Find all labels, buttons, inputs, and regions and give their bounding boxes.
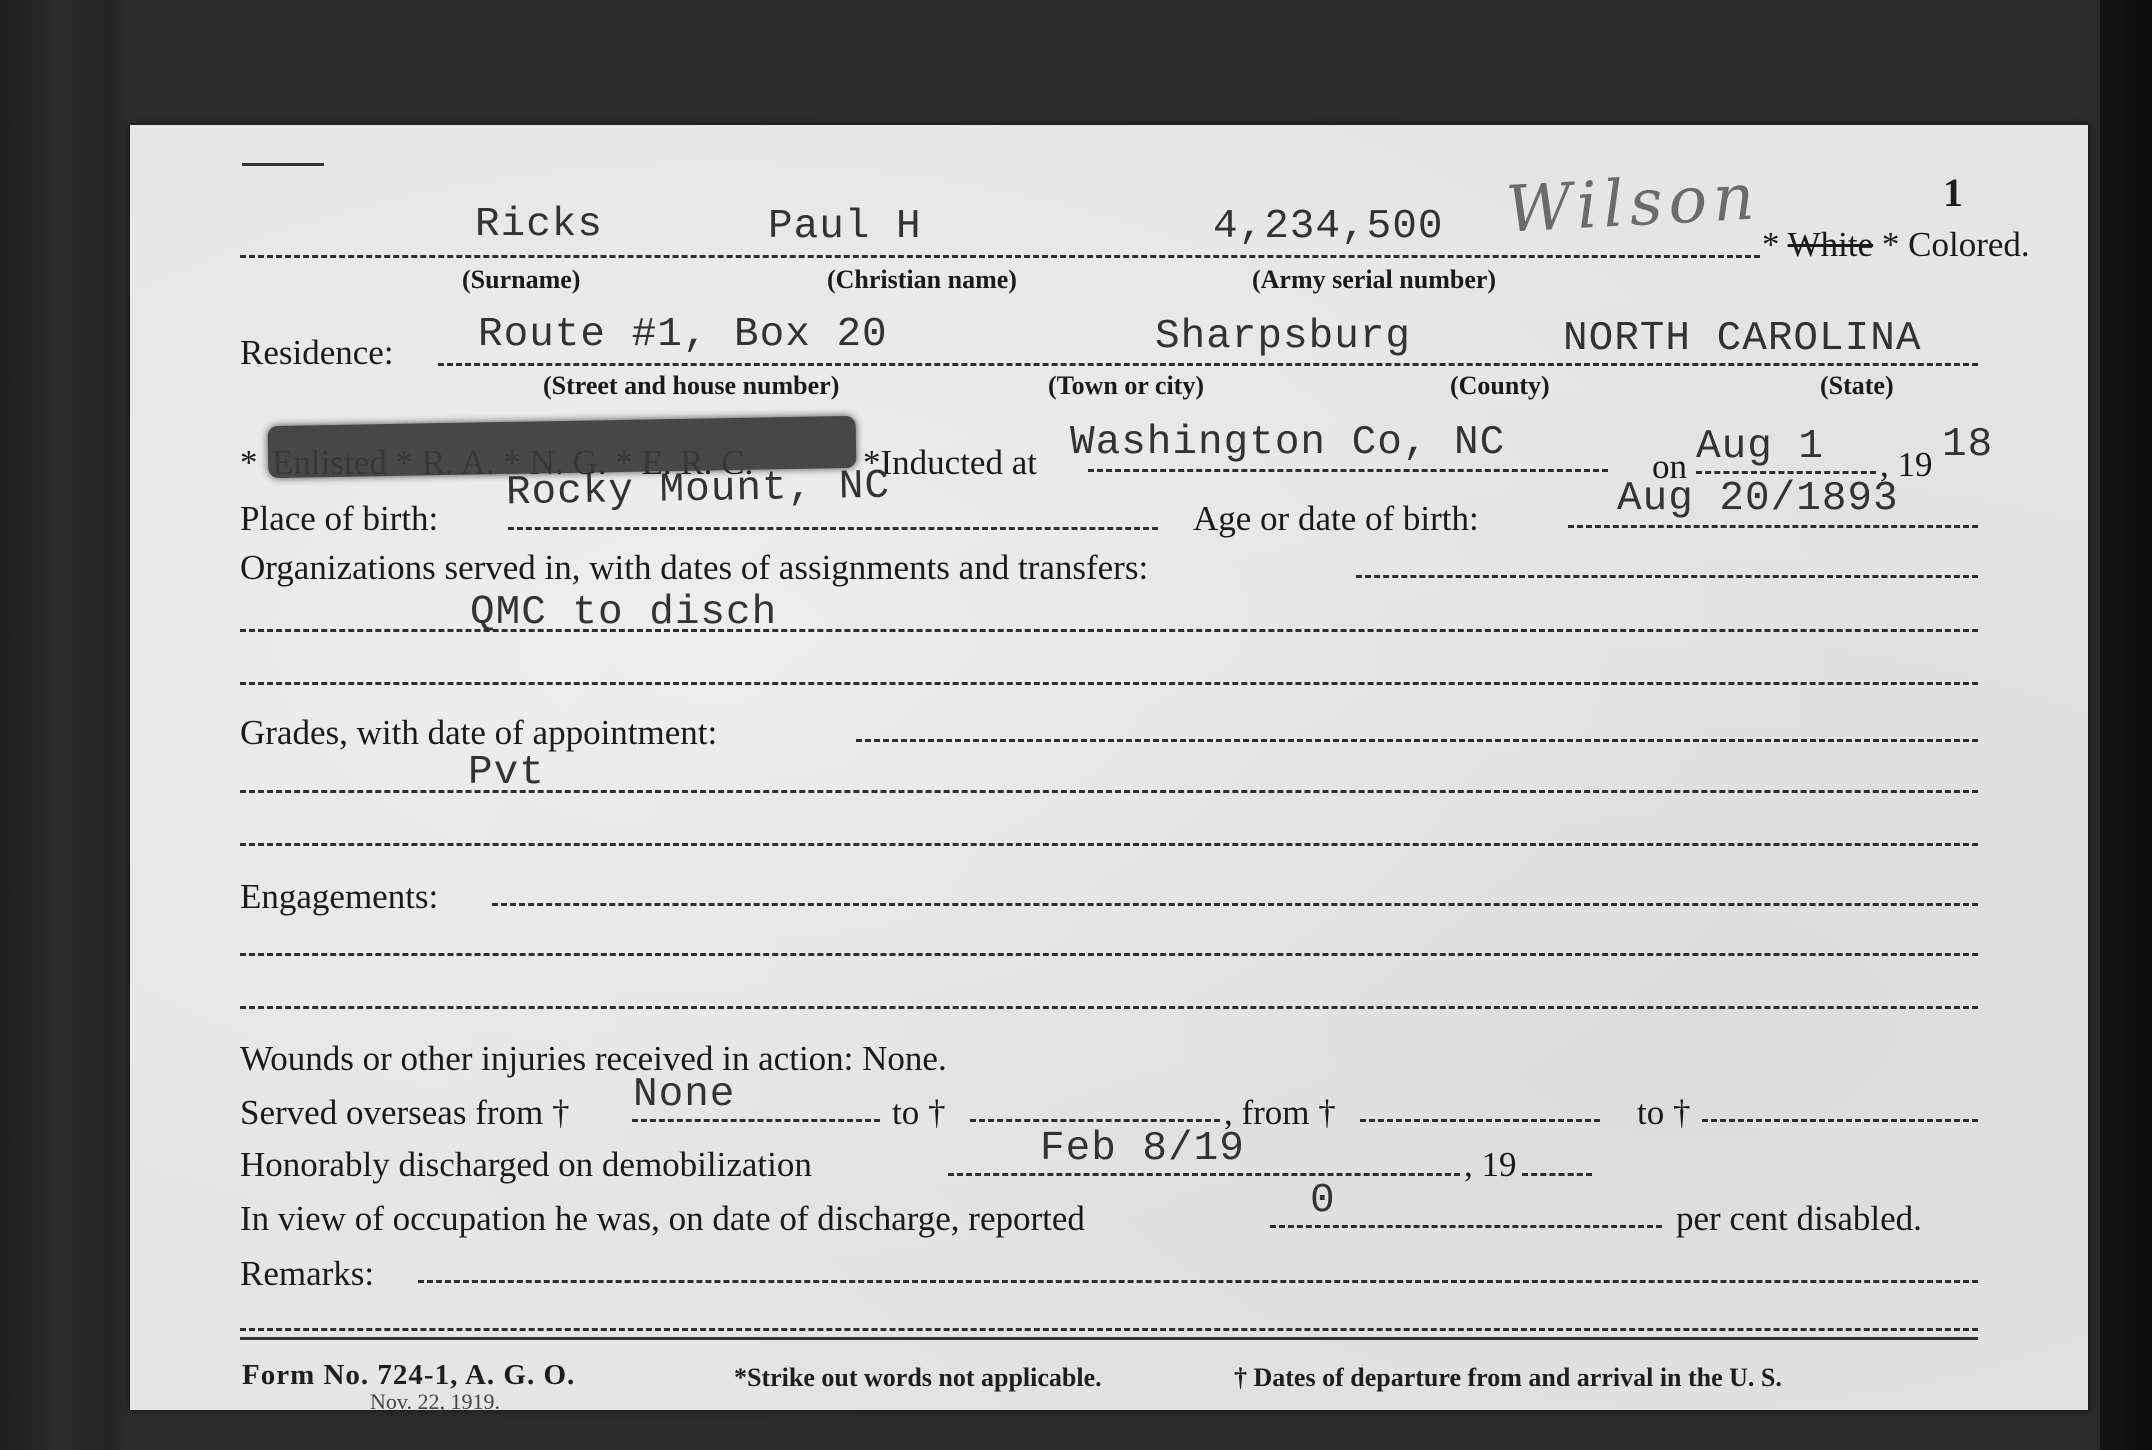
surname-caption: (Surname) (462, 265, 581, 294)
organizations-label: Organizations served in, with dates of assignments and transfers: (240, 548, 1149, 587)
serial-caption: (Army serial number) (1252, 265, 1497, 294)
remarks-line-1 (418, 1280, 1978, 1283)
enlist-star: * (240, 443, 258, 482)
birth-date-line (1568, 525, 1978, 528)
grades-line-3 (240, 843, 1978, 846)
inducted-place-value: Washington Co, NC (1070, 420, 1506, 466)
grades-label: Grades, with date of appointment: (240, 713, 718, 752)
birthplace-label: Place of birth: (240, 499, 439, 538)
on-label: on (1652, 447, 1687, 486)
race-field: * White * Colored. (1762, 225, 2030, 264)
top-rule (242, 163, 324, 166)
occupation-label: In view of occupation he was, on date of discharge, reported (240, 1199, 1085, 1238)
discharge-label: Honorably discharged on demobilization (240, 1145, 812, 1184)
disabled-label: per cent disabled. (1676, 1199, 1922, 1238)
card-number: 1 (1943, 170, 1963, 215)
wounds-text: Wounds or other injuries received in action: None. (240, 1039, 947, 1078)
birthplace-value: Rocky Mount, NC (505, 463, 891, 517)
name-line (240, 255, 1760, 258)
induction-year-value: 18 (1942, 422, 1994, 468)
residence-street-value: Route #1, Box 20 (478, 312, 888, 358)
residence-line (438, 363, 1978, 366)
grades-line-1 (856, 739, 1978, 742)
induction-date-line (1696, 471, 1876, 474)
state-caption: (State) (1820, 371, 1894, 400)
christian-name-value: Paul H (768, 204, 922, 250)
race-option-colored: Colored. (1908, 225, 2030, 264)
residence-label: Residence: (240, 333, 394, 372)
form-number: Form No. 724-1, A. G. O. (242, 1359, 576, 1391)
overseas-to-label-2: to † (1637, 1093, 1691, 1132)
overseas-from-line (632, 1119, 880, 1122)
inducted-line (1088, 469, 1608, 472)
grades-line-2 (240, 790, 1978, 793)
remarks-line-2 (240, 1328, 1978, 1331)
age-label: Age or date of birth: (1193, 499, 1479, 538)
form-date: Nov. 22, 1919. (370, 1389, 500, 1414)
induction-date-value: Aug 1 (1696, 424, 1825, 470)
birth-date-value: Aug 20/1893 (1617, 476, 1899, 522)
birthplace-line (508, 527, 1158, 530)
engagements-line-2 (240, 953, 1978, 956)
residence-state-value: NORTH CAROLINA (1563, 316, 1922, 362)
disability-percent-value: 0 (1310, 1178, 1336, 1224)
remarks-label: Remarks: (240, 1254, 375, 1293)
organizations-line-1 (1356, 575, 1978, 578)
handwritten-county: Wilson (1504, 160, 1762, 248)
discharge-date-line (948, 1173, 1460, 1176)
disability-line (1270, 1225, 1662, 1228)
discharge-date-value: Feb 8/19 (1040, 1126, 1245, 1172)
overseas-to-line-1 (970, 1119, 1220, 1122)
county-caption: (County) (1450, 371, 1550, 400)
inducted-label: *Inducted at (863, 443, 1037, 482)
engagements-line-3 (240, 1006, 1978, 1009)
organizations-value: QMC to disch (470, 590, 778, 636)
discharge-year-line (1522, 1173, 1592, 1176)
overseas-from-value: None (633, 1072, 736, 1118)
organizations-line-3 (240, 682, 1978, 685)
footer-rule (240, 1337, 1978, 1340)
surname-value: Ricks (475, 202, 604, 248)
engagements-label: Engagements: (240, 877, 439, 916)
town-caption: (Town or city) (1048, 371, 1204, 400)
year-prefix: , 19 (1880, 445, 1933, 484)
overseas-from-line-2 (1360, 1119, 1600, 1122)
discharge-year-prefix: , 19 (1464, 1145, 1517, 1184)
footnote-strike: *Strike out words not applicable. (734, 1363, 1102, 1392)
christian-name-caption: (Christian name) (827, 265, 1017, 294)
overseas-to-line-2 (1702, 1119, 1978, 1122)
organizations-line-2 (240, 629, 1978, 632)
serial-number-value: 4,234,500 (1213, 204, 1444, 250)
service-record-card (130, 125, 2088, 1414)
engagements-line-1 (492, 903, 1978, 906)
street-caption: (Street and house number) (543, 371, 840, 400)
race-option-white: White (1787, 225, 1874, 264)
overseas-to-label-1: to † (892, 1093, 946, 1132)
overseas-from-label-2: , from † (1224, 1093, 1336, 1132)
footnote-dates: † Dates of departure from and arrival in the U. S. (1234, 1363, 1782, 1392)
overseas-label: Served overseas from † (240, 1093, 570, 1132)
grade-value: Pvt (468, 750, 545, 796)
residence-town-value: Sharpsburg (1155, 314, 1412, 360)
scanner-edge (2100, 0, 2152, 1450)
